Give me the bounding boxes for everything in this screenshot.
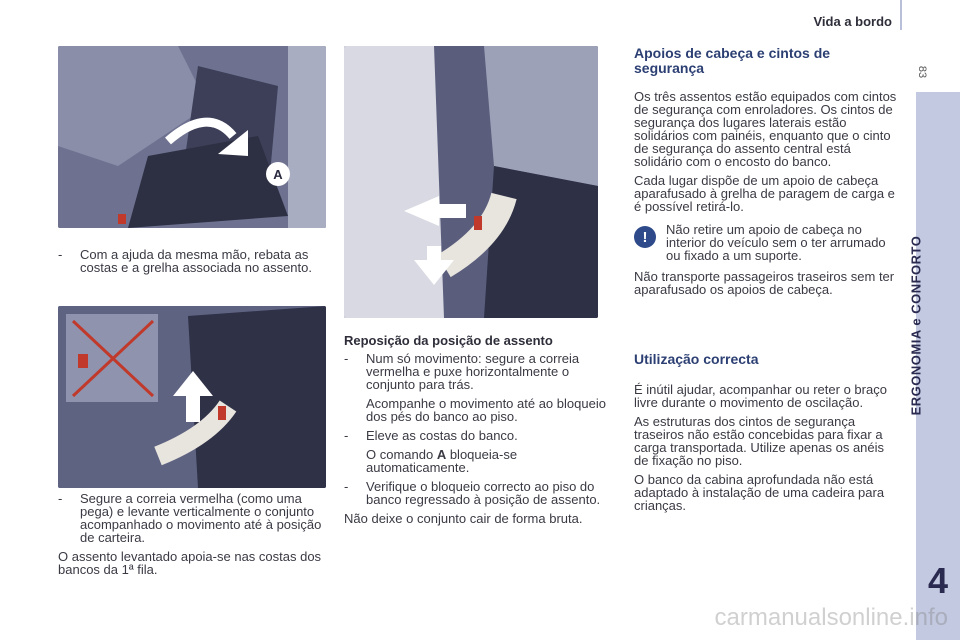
right-paragraph-5: As estruturas dos cintos de segurança traseiros não estão concebidas para fixar a carga transportada. Utilize apenas os anéis de fixação no piso.	[634, 414, 885, 468]
left-bullet-1: Com a ajuda da mesma mão, rebata as costas e a grelha associada no assento.	[80, 247, 312, 275]
right-paragraph-3: Não transporte passageiros traseiros sem ter aparafusado os apoios de cabeça.	[634, 269, 895, 297]
left-text-2: - Segure a correia vermelha (como uma pega) e levante verticalmente o conjunto acompanhado o movimento até à posição de carteira. O assento levantado apoia-se nas costas dos bancos da 1ª fila.	[58, 492, 328, 582]
right-paragraph-1: Os três assentos estão equipados com cintos de segurança com enroladores. Os cintos de segurança dos lugares laterais estão solidários com painéis, enquanto que o cinto de segurança do assento central está solidário com o encosto do banco.	[634, 89, 897, 169]
left-text-1: - Com a ajuda da mesma mão, rebata as costas e a grelha associada no assento.	[58, 248, 328, 274]
mid-bullet-2-cont: O comando A bloqueia-se automaticamente.	[366, 447, 518, 475]
mid-bullet-2: Eleve as costas do banco.	[366, 428, 518, 443]
photo-lift-seat-illustration	[58, 306, 326, 488]
warning-text: Não retire um apoio de cabeça no interior do veículo sem o ter arrumado ou fixado a um suporte.	[666, 222, 886, 263]
right-paragraph-2: Cada lugar dispõe de um apoio de cabeça aparafusado à grelha de paragem de carga e é possível retirá-lo.	[634, 173, 895, 214]
photo-fold-backrest-illustration	[58, 46, 326, 228]
mid-paragraph: Não deixe o conjunto cair de forma bruta.	[344, 511, 583, 526]
left-paragraph: O assento levantado apoia-se nas costas dos bancos da 1ª fila.	[58, 549, 322, 577]
right-paragraph-4: É inútil ajudar, acompanhar ou reter o braço livre durante o movimento de oscilação.	[634, 382, 887, 410]
warning-icon: !	[634, 226, 656, 248]
command-a: A	[436, 447, 447, 462]
photo-pull-strap	[344, 46, 598, 318]
heading-headrests-belts: Apoios de cabeça e cintos de segurança	[634, 45, 831, 76]
heading-correct-use: Utilização correcta	[634, 351, 759, 367]
photo-lift-seat	[58, 306, 326, 488]
photo-fold-backrest	[58, 46, 326, 228]
left-bullet-2: Segure a correia vermelha (como uma pega) e levante verticalmente o conjunto acompanhado o movimento até à posição de carteira.	[80, 491, 322, 545]
photo-pull-strap-illustration	[344, 46, 598, 318]
page-number: 83	[915, 65, 928, 79]
running-header: Vida a bordo	[813, 14, 892, 29]
mid-bullet-1-cont: Acompanhe o movimento até ao bloqueio dos pés do banco ao piso.	[366, 396, 606, 424]
mid-text: Reposição da posição de assento - Num só movimento: segure a correia vermelha e puxe horizontalmente o conjunto para trás. Acompanhe o movimento até ao bloqueio dos pés do banco ao piso. - Eleve as costas do banco. O comando A bloqueia-se automaticamente. - Verifique o bloqueio correcto ao piso do banco regressado à posição de assento. Não deixe o conjunto cair de forma bruta.	[344, 334, 618, 531]
photo-label-a: A	[273, 167, 283, 182]
mid-bullet-1: Num só movimento: segure a correia vermelha e puxe horizontalmente o conjunto para trás.	[366, 351, 580, 392]
header-divider	[900, 0, 902, 30]
mid-bullet-3: Verifique o bloqueio correcto ao piso do banco regressado à posição de assento.	[366, 479, 601, 507]
right-text	[634, 46, 902, 518]
chapter-label: ERGONOMIA e CONFORTO	[908, 235, 924, 416]
chapter-number: 4	[927, 560, 948, 601]
mid-heading: Reposição da posição de assento	[344, 333, 553, 348]
right-paragraph-6: O banco da cabina aprofundada não está adaptado à instalação de uma cadeira para crianças.	[634, 472, 885, 513]
watermark: carmanualsonline.info	[714, 604, 948, 631]
